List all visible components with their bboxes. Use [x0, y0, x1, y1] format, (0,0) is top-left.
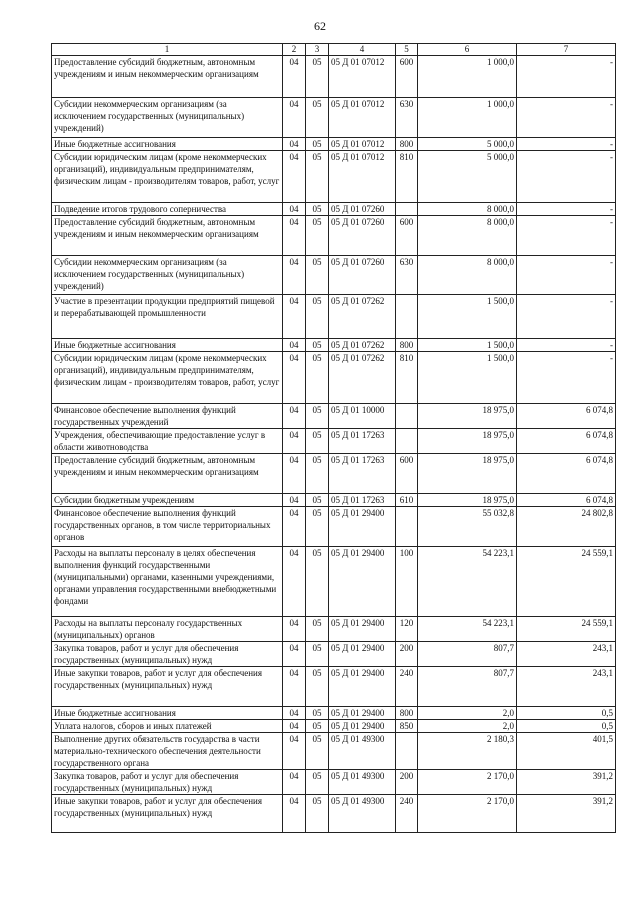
section-code-cell: 04 — [283, 507, 306, 547]
amount-cell: 5 000,0 — [418, 151, 517, 203]
subsection-code-cell: 05 — [306, 507, 329, 547]
amount-cell: 807,7 — [418, 667, 517, 707]
amount-cell: 1 000,0 — [418, 98, 517, 138]
subsection-code-cell: 05 — [306, 494, 329, 507]
amount-cell: 2 170,0 — [418, 795, 517, 833]
expense-type-cell: 800 — [396, 339, 418, 352]
expense-type-cell: 810 — [396, 151, 418, 203]
amount-cell: - — [517, 339, 616, 352]
row-name-cell: Подведение итогов трудового соперничества — [52, 203, 283, 216]
subsection-code-cell: 05 — [306, 733, 329, 770]
target-article-cell: 05 Д 01 17263 — [329, 454, 396, 494]
subsection-code-cell: 05 — [306, 151, 329, 203]
table-row — [52, 216, 616, 256]
table-row — [52, 507, 616, 547]
row-name-cell: Субсидии юридическим лицам (кроме некоммерческих организаций), индивидуальным предпринимателям, физическим лицам - производителям товаров, работ, услуг — [52, 352, 283, 404]
amount-cell: 54 223,1 — [418, 547, 517, 617]
row-name-cell: Предоставление субсидий бюджетным, автономным учреждениям и иным некоммерческим организациям — [52, 56, 283, 98]
header-cell: 4 — [329, 44, 396, 56]
section-code-cell: 04 — [283, 720, 306, 733]
amount-cell: - — [517, 295, 616, 339]
target-article-cell: 05 Д 01 07262 — [329, 352, 396, 404]
row-name-cell: Иные закупки товаров, работ и услуг для обеспечения государственных (муниципальных) нужд — [52, 667, 283, 707]
expense-type-cell — [396, 507, 418, 547]
subsection-code-cell: 05 — [306, 56, 329, 98]
expense-type-cell: 120 — [396, 617, 418, 642]
amount-cell: - — [517, 216, 616, 256]
amount-cell: 0,5 — [517, 707, 616, 720]
expense-type-cell: 600 — [396, 454, 418, 494]
amount-cell: 1 500,0 — [418, 352, 517, 404]
amount-cell: 2,0 — [418, 720, 517, 733]
expense-type-cell: 630 — [396, 98, 418, 138]
subsection-code-cell: 05 — [306, 454, 329, 494]
subsection-code-cell: 05 — [306, 138, 329, 151]
amount-cell: 6 074,8 — [517, 494, 616, 507]
target-article-cell: 05 Д 01 17263 — [329, 429, 396, 454]
amount-cell: 6 074,8 — [517, 454, 616, 494]
table-row — [52, 295, 616, 339]
target-article-cell: 05 Д 01 17263 — [329, 494, 396, 507]
header-cell: 1 — [52, 44, 283, 56]
target-article-cell: 05 Д 01 07012 — [329, 98, 396, 138]
row-name-cell: Иные бюджетные ассигнования — [52, 707, 283, 720]
amount-cell: 391,2 — [517, 770, 616, 795]
expense-type-cell: 800 — [396, 138, 418, 151]
table-row — [52, 151, 616, 203]
expense-type-cell — [396, 203, 418, 216]
row-name-cell: Иные бюджетные ассигнования — [52, 138, 283, 151]
table-row — [52, 494, 616, 507]
expense-type-cell: 100 — [396, 547, 418, 617]
amount-cell: 1 500,0 — [418, 339, 517, 352]
row-name-cell: Субсидии юридическим лицам (кроме некоммерческих организаций), индивидуальным предпринимателям, физическим лицам - производителям товаров, работ, услуг — [52, 151, 283, 203]
row-name-cell: Закупка товаров, работ и услуг для обеспечения государственных (муниципальных) нужд — [52, 770, 283, 795]
target-article-cell: 05 Д 01 49300 — [329, 770, 396, 795]
table-row — [52, 352, 616, 404]
expense-type-cell: 850 — [396, 720, 418, 733]
target-article-cell: 05 Д 01 07012 — [329, 151, 396, 203]
target-article-cell: 05 Д 01 29400 — [329, 507, 396, 547]
row-name-cell: Закупка товаров, работ и услуг для обеспечения государственных (муниципальных) нужд — [52, 642, 283, 667]
expense-type-cell — [396, 295, 418, 339]
row-name-cell: Выполнение других обязательств государства в части материально-технического обеспечения деятельности государственного органа — [52, 733, 283, 770]
subsection-code-cell: 05 — [306, 352, 329, 404]
amount-cell: 24 559,1 — [517, 547, 616, 617]
section-code-cell: 04 — [283, 295, 306, 339]
table-row — [52, 138, 616, 151]
target-article-cell: 05 Д 01 07012 — [329, 138, 396, 151]
subsection-code-cell: 05 — [306, 404, 329, 429]
row-name-cell: Предоставление субсидий бюджетным, автономным учреждениям и иным некоммерческим организациям — [52, 454, 283, 494]
expense-type-cell: 600 — [396, 56, 418, 98]
row-name-cell: Расходы на выплаты персоналу государственных (муниципальных) органов — [52, 617, 283, 642]
header-cell: 5 — [396, 44, 418, 56]
expense-type-cell: 240 — [396, 795, 418, 833]
amount-cell: 0,5 — [517, 720, 616, 733]
amount-cell: - — [517, 138, 616, 151]
amount-cell: 391,2 — [517, 795, 616, 833]
target-article-cell: 05 Д 01 29400 — [329, 720, 396, 733]
row-name-cell: Предоставление субсидий бюджетным, автономным учреждениям и иным некоммерческим организациям — [52, 216, 283, 256]
amount-cell: 8 000,0 — [418, 203, 517, 216]
row-name-cell: Иные закупки товаров, работ и услуг для обеспечения государственных (муниципальных) нужд — [52, 795, 283, 833]
table-row — [52, 707, 616, 720]
table-row — [52, 720, 616, 733]
target-article-cell: 05 Д 01 07262 — [329, 295, 396, 339]
table-row — [52, 667, 616, 707]
target-article-cell: 05 Д 01 07260 — [329, 203, 396, 216]
section-code-cell: 04 — [283, 642, 306, 667]
table-row — [52, 642, 616, 667]
amount-cell: 1 000,0 — [418, 56, 517, 98]
table-header-row — [52, 44, 616, 56]
subsection-code-cell: 05 — [306, 720, 329, 733]
section-code-cell: 04 — [283, 795, 306, 833]
target-article-cell: 05 Д 01 29400 — [329, 547, 396, 617]
amount-cell: 243,1 — [517, 642, 616, 667]
target-article-cell: 05 Д 01 29400 — [329, 617, 396, 642]
table-row — [52, 203, 616, 216]
row-name-cell: Финансовое обеспечение выполнения функций государственных органов, в том числе территориальных органов — [52, 507, 283, 547]
target-article-cell: 05 Д 01 49300 — [329, 733, 396, 770]
table-row — [52, 256, 616, 295]
amount-cell: - — [517, 98, 616, 138]
section-code-cell: 04 — [283, 352, 306, 404]
table-row — [52, 404, 616, 429]
target-article-cell: 05 Д 01 29400 — [329, 642, 396, 667]
subsection-code-cell: 05 — [306, 795, 329, 833]
table-row — [52, 733, 616, 770]
expense-type-cell — [396, 733, 418, 770]
amount-cell: 2 180,3 — [418, 733, 517, 770]
expense-type-cell — [396, 429, 418, 454]
amount-cell: 1 500,0 — [418, 295, 517, 339]
subsection-code-cell: 05 — [306, 667, 329, 707]
section-code-cell: 04 — [283, 203, 306, 216]
amount-cell: 8 000,0 — [418, 216, 517, 256]
target-article-cell: 05 Д 01 07260 — [329, 256, 396, 295]
table-row — [52, 56, 616, 98]
section-code-cell: 04 — [283, 617, 306, 642]
row-name-cell: Уплата налогов, сборов и иных платежей — [52, 720, 283, 733]
amount-cell: 24 559,1 — [517, 617, 616, 642]
amount-cell: - — [517, 256, 616, 295]
table-row — [52, 770, 616, 795]
amount-cell: 2,0 — [418, 707, 517, 720]
subsection-code-cell: 05 — [306, 256, 329, 295]
subsection-code-cell: 05 — [306, 295, 329, 339]
table-row — [52, 547, 616, 617]
section-code-cell: 04 — [283, 56, 306, 98]
amount-cell: 18 975,0 — [418, 404, 517, 429]
table-row — [52, 454, 616, 494]
expense-type-cell: 810 — [396, 352, 418, 404]
subsection-code-cell: 05 — [306, 98, 329, 138]
subsection-code-cell: 05 — [306, 203, 329, 216]
expense-type-cell — [396, 404, 418, 429]
row-name-cell: Субсидии бюджетным учреждениям — [52, 494, 283, 507]
header-cell: 2 — [283, 44, 306, 56]
amount-cell: 2 170,0 — [418, 770, 517, 795]
amount-cell: 18 975,0 — [418, 429, 517, 454]
section-code-cell: 04 — [283, 404, 306, 429]
amount-cell: 401,5 — [517, 733, 616, 770]
section-code-cell: 04 — [283, 339, 306, 352]
subsection-code-cell: 05 — [306, 770, 329, 795]
section-code-cell: 04 — [283, 216, 306, 256]
row-name-cell: Учреждения, обеспечивающие предоставление услуг в области животноводства — [52, 429, 283, 454]
expense-type-cell: 600 — [396, 216, 418, 256]
section-code-cell: 04 — [283, 707, 306, 720]
table-row — [52, 795, 616, 833]
expense-type-cell: 630 — [396, 256, 418, 295]
subsection-code-cell: 05 — [306, 642, 329, 667]
subsection-code-cell: 05 — [306, 429, 329, 454]
target-article-cell: 05 Д 01 07260 — [329, 216, 396, 256]
subsection-code-cell: 05 — [306, 339, 329, 352]
amount-cell: - — [517, 56, 616, 98]
subsection-code-cell: 05 — [306, 547, 329, 617]
section-code-cell: 04 — [283, 429, 306, 454]
expense-type-cell: 200 — [396, 642, 418, 667]
section-code-cell: 04 — [283, 98, 306, 138]
subsection-code-cell: 05 — [306, 617, 329, 642]
amount-cell: - — [517, 151, 616, 203]
subsection-code-cell: 05 — [306, 707, 329, 720]
header-cell: 3 — [306, 44, 329, 56]
row-name-cell: Иные бюджетные ассигнования — [52, 339, 283, 352]
row-name-cell: Субсидии некоммерческим организациям (за исключением государственных (муниципальных) учреждений) — [52, 98, 283, 138]
section-code-cell: 04 — [283, 138, 306, 151]
amount-cell: 54 223,1 — [418, 617, 517, 642]
table-row — [52, 429, 616, 454]
expense-type-cell: 240 — [396, 667, 418, 707]
target-article-cell: 05 Д 01 07012 — [329, 56, 396, 98]
section-code-cell: 04 — [283, 454, 306, 494]
section-code-cell: 04 — [283, 256, 306, 295]
amount-cell: 243,1 — [517, 667, 616, 707]
expense-type-cell: 800 — [396, 707, 418, 720]
section-code-cell: 04 — [283, 667, 306, 707]
target-article-cell: 05 Д 01 49300 — [329, 795, 396, 833]
expense-type-cell: 200 — [396, 770, 418, 795]
row-name-cell: Субсидии некоммерческим организациям (за исключением государственных (муниципальных) учреждений) — [52, 256, 283, 295]
table-row — [52, 98, 616, 138]
expense-type-cell: 610 — [396, 494, 418, 507]
amount-cell: 5 000,0 — [418, 138, 517, 151]
amount-cell: - — [517, 203, 616, 216]
target-article-cell: 05 Д 01 07262 — [329, 339, 396, 352]
amount-cell: 8 000,0 — [418, 256, 517, 295]
amount-cell: 6 074,8 — [517, 429, 616, 454]
amount-cell: 55 032,8 — [418, 507, 517, 547]
table-row — [52, 339, 616, 352]
header-cell: 6 — [418, 44, 517, 56]
amount-cell: - — [517, 352, 616, 404]
section-code-cell: 04 — [283, 151, 306, 203]
row-name-cell: Участие в презентации продукции предприятий пищевой и перерабатывающей промышленности — [52, 295, 283, 339]
section-code-cell: 04 — [283, 770, 306, 795]
target-article-cell: 05 Д 01 10000 — [329, 404, 396, 429]
amount-cell: 18 975,0 — [418, 454, 517, 494]
target-article-cell: 05 Д 01 29400 — [329, 667, 396, 707]
amount-cell: 807,7 — [418, 642, 517, 667]
subsection-code-cell: 05 — [306, 216, 329, 256]
section-code-cell: 04 — [283, 733, 306, 770]
page-number: 62 — [314, 19, 326, 33]
amount-cell: 24 802,8 — [517, 507, 616, 547]
table-row — [52, 617, 616, 642]
target-article-cell: 05 Д 01 29400 — [329, 707, 396, 720]
row-name-cell: Расходы на выплаты персоналу в целях обеспечения выполнения функций государственными (муниципальными) органами, казенными учреждениями, органами управления государственными внебюджетными фондами — [52, 547, 283, 617]
section-code-cell: 04 — [283, 494, 306, 507]
amount-cell: 6 074,8 — [517, 404, 616, 429]
section-code-cell: 04 — [283, 547, 306, 617]
header-cell: 7 — [517, 44, 616, 56]
row-name-cell: Финансовое обеспечение выполнения функций государственных учреждений — [52, 404, 283, 429]
budget-table — [51, 43, 616, 833]
amount-cell: 18 975,0 — [418, 494, 517, 507]
